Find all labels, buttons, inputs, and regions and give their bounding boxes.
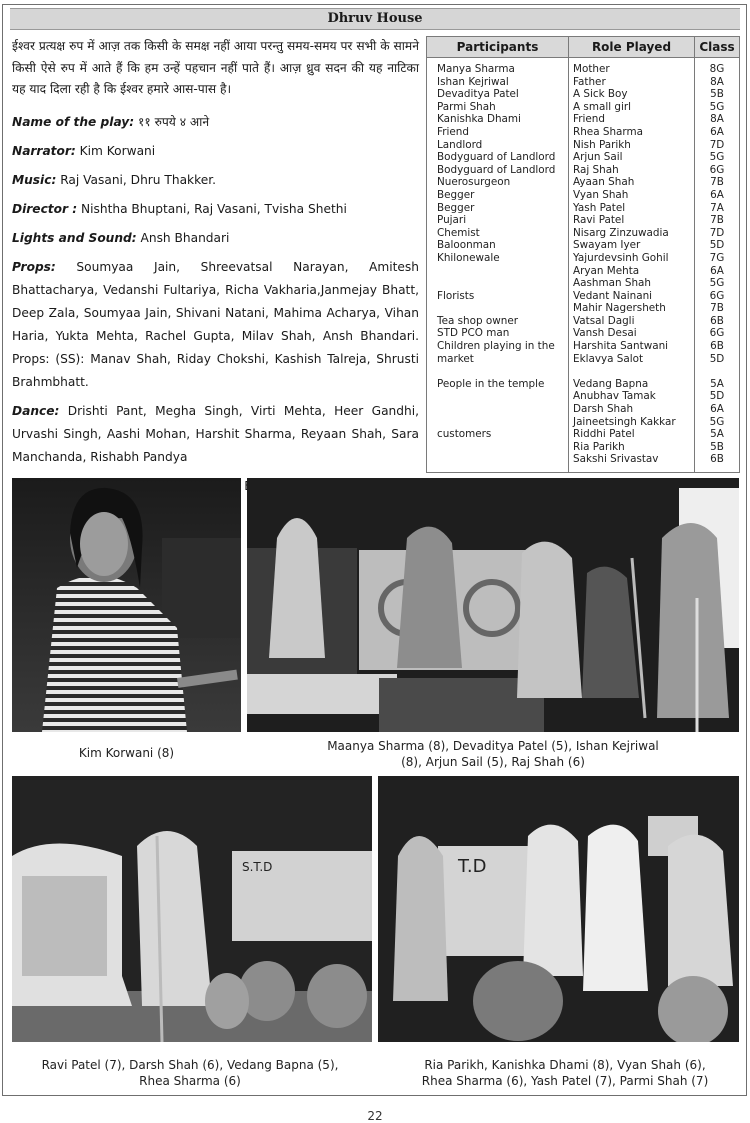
credit-play-name [12, 111, 419, 134]
class-cell: 6A [710, 403, 724, 416]
class-cell: 5G [709, 151, 725, 164]
participant-cell: Parmi Shah [437, 100, 496, 113]
class-cell: 6G [709, 289, 725, 302]
participant-cell: Children playing in the [437, 340, 555, 353]
role-cell: Anubhav Tamak [573, 390, 656, 403]
credit-value: Raj Vasani, Dhru Thakker. [60, 172, 216, 187]
class-cell: 5D [709, 390, 725, 403]
participant-cell: Florists [437, 289, 475, 302]
page-title: Dhruv House [10, 8, 740, 30]
role-cell: Swayam Iyer [573, 239, 641, 252]
participant-cell [437, 265, 565, 278]
class-cell: 6G [709, 163, 725, 176]
role-cell: Harshita Santwani [573, 340, 669, 353]
class-cell: 8A [710, 113, 724, 126]
credit-props [12, 256, 419, 394]
class-cell: 6A [710, 125, 724, 138]
caption-photo-1: Kim Korwani (8) [78, 746, 175, 760]
cast-table-header [427, 37, 739, 58]
credit-value: Soumyaa Jain, Shreevatsal Narayan, Amitesh Bhattacharya, Vedanshi Fultariya, Richa Vakharia,Janmejay Bhatt, Deep Zala, Soumyaa Jain, Shivani Natani, Mahima Acharya, Vihan Haria, Yukta Mehta, Rachel Gupta, Milav Shah, Ansh Bhandari. Props: (SS): Manav Shah, Riday Chokshi, Kashish Talreja, Shrusti Brahmbhatt. [12, 259, 420, 389]
credit-music [12, 169, 419, 192]
credit-label: Name of the play: [12, 114, 135, 129]
role-cell: Ayaan Shah [573, 176, 635, 189]
role-cell: Aryan Mehta [573, 264, 640, 277]
participant-cell: Kanishka Dhami [437, 113, 521, 126]
class-cell: 5A [710, 377, 724, 390]
credit-value: Ansh Bhandari [140, 230, 230, 245]
class-cell: 7G [709, 251, 725, 264]
left-column [12, 36, 419, 504]
class-cell: 7D [709, 138, 725, 151]
participant-cell [437, 390, 565, 403]
sign-std-2: T.D [458, 856, 487, 877]
credit-label: Music: [12, 172, 57, 187]
class-cell: 7B [710, 302, 724, 315]
class-cell: 5G [709, 277, 725, 290]
class-cell: 6A [710, 264, 724, 277]
participant-cell [437, 277, 565, 290]
role-cell: Father [573, 75, 606, 88]
participant-cell: Baloonman [437, 239, 496, 252]
role-cell: Aashman Shah [573, 277, 651, 290]
participant-cell: Ishan Kejriwal [437, 75, 509, 88]
role-cell: Jaineetsingh Kakkar [573, 415, 676, 428]
class-cell: 5G [709, 100, 725, 113]
class-cell: 5G [709, 415, 725, 428]
credit-director [12, 198, 419, 221]
header-class: Class [699, 40, 735, 54]
photo-stage-scene [247, 478, 739, 732]
participant-cell: Landlord [437, 138, 483, 151]
page-number: 22 [367, 1109, 383, 1123]
photo-narrator-image [12, 478, 241, 732]
roles-column [573, 63, 693, 466]
participant-cell: Devaditya Patel [437, 88, 519, 101]
participant-cell [437, 403, 565, 416]
photo-temple-scene [12, 776, 372, 1042]
cast-table [426, 36, 740, 473]
photo-stage-scene-image [247, 478, 739, 732]
role-cell: Sakshi Srivastav [573, 453, 659, 466]
class-cell: 6G [709, 327, 725, 340]
participant-cell: Tea shop owner [437, 314, 519, 327]
table-divider [568, 37, 569, 472]
role-cell: Vedant Nainani [573, 289, 653, 302]
role-cell: Friend [573, 113, 605, 126]
credit-label: Props: [12, 259, 56, 274]
class-cell: 6B [710, 340, 724, 353]
role-cell: Arjun Sail [573, 151, 623, 164]
class-cell: 5B [710, 440, 724, 453]
role-cell: Riddhi Patel [573, 428, 635, 441]
participant-cell: Bodyguard of Landlord [437, 163, 556, 176]
credit-label: Narrator: [12, 143, 76, 158]
intro-paragraph: ईश्वर प्रत्यक्ष रुप में आज़ तक किसी के समक्ष नहीं आया परन्तु समय-समय पर सभी के सामने किसी ऐसे रुप में आते हैं कि हम उन्हें पहचान नहीं पाते हैं। आज़ ध्रुव सदन की यह नाटिका यह याद दिला रही है कि ईश्वर हमारे आस-पास है। [12, 39, 419, 96]
credit-value: ११ रुपये ४ आने [138, 114, 210, 129]
participant-cell [437, 365, 565, 378]
participant-cell: Friend [437, 125, 469, 138]
credit-value: Kim Korwani [79, 143, 156, 158]
participant-cell: customers [437, 428, 492, 441]
participant-cell: Chemist [437, 226, 480, 239]
participant-cell [437, 441, 565, 454]
role-cell: Nisarg Zinzuwadia [573, 226, 669, 239]
participant-cell: Begger [437, 188, 475, 201]
role-cell: A small girl [573, 100, 632, 113]
participant-cell [437, 416, 565, 429]
role-cell: Yash Patel [573, 201, 626, 214]
participant-cell: STD PCO man [437, 327, 510, 340]
credit-value: Nishtha Bhuptani, Raj Vasani, Tvisha Shethi [81, 201, 347, 216]
header-participants: Participants [456, 40, 539, 54]
class-cell: 5D [709, 352, 725, 365]
credit-narrator [12, 140, 419, 163]
role-cell: Darsh Shah [573, 403, 634, 416]
role-cell: Vedang Bapna [573, 377, 649, 390]
role-cell: Raj Shah [573, 163, 619, 176]
class-cell: 7A [710, 201, 724, 214]
class-cell: 8A [710, 75, 724, 88]
participant-cell: Bodyguard of Landlord [437, 151, 556, 164]
caption-photo-4: Ria Parikh, Kanishka Dhami (8), Vyan Shah (6), Rhea Sharma (6), Yash Patel (7), Parmi Shah (7) [421, 1058, 709, 1088]
header-role-played: Role Played [591, 40, 672, 54]
role-cell: Yajurdevsinh Gohil [573, 251, 669, 264]
participant-cell: Begger [437, 201, 475, 214]
credit-label: Dance: [12, 403, 60, 418]
participant-cell: People in the temple [437, 377, 545, 390]
class-cell: 6B [710, 453, 724, 466]
credit-label: Lights and Sound: [12, 230, 137, 245]
role-cell: Rhea Sharma [573, 125, 643, 138]
participant-cell: market [437, 352, 474, 365]
photo-market-scene [378, 776, 739, 1042]
class-cell [695, 365, 739, 378]
role-cell: Vansh Desai [573, 327, 637, 340]
participant-cell: Manya Sharma [437, 63, 515, 75]
credit-label: Director : [12, 201, 78, 216]
participant-cell: Pujari [437, 214, 467, 227]
credit-dance [12, 400, 419, 469]
photo-market-scene-image [378, 776, 739, 1042]
participant-cell [437, 302, 565, 315]
role-cell: Eklavya Salot [573, 352, 644, 365]
caption-photo-3: Ravi Patel (7), Darsh Shah (6), Vedang Bapna (5), Rhea Sharma (6) [41, 1058, 339, 1088]
class-cell: 5A [710, 428, 724, 441]
role-cell [573, 365, 693, 378]
role-cell: Mother [573, 63, 610, 75]
class-cell: 6B [710, 314, 724, 327]
class-cell: 5D [709, 239, 725, 252]
participant-cell [437, 453, 565, 466]
role-cell: Vatsal Dagli [573, 314, 635, 327]
class-column [695, 63, 739, 466]
role-cell: Ravi Patel [573, 214, 625, 227]
role-cell: Vyan Shah [573, 188, 629, 201]
sign-std: S.T.D [242, 860, 273, 874]
participant-cell: Khilonewale [437, 251, 500, 264]
caption-photo-2: Maanya Sharma (8), Devaditya Patel (5), Ishan Kejriwal (8), Arjun Sail (5), Raj Shah (6) [327, 739, 659, 769]
role-cell: A Sick Boy [573, 88, 628, 101]
role-cell: Nish Parikh [573, 138, 631, 151]
class-cell: 8G [709, 63, 725, 75]
photo-temple-scene-image [12, 776, 372, 1042]
class-cell: 7B [710, 214, 724, 227]
participant-cell: Nuerosurgeon [437, 176, 511, 189]
role-cell: Mahir Nagersheth [573, 302, 666, 315]
class-cell: 7B [710, 176, 724, 189]
class-cell: 7D [709, 226, 725, 239]
role-cell: Ria Parikh [573, 440, 625, 453]
class-cell: 6A [710, 188, 724, 201]
credit-lights-sound [12, 227, 419, 250]
class-cell: 5B [710, 88, 724, 101]
credit-value: Drishti Pant, Megha Singh, Virti Mehta, Heer Gandhi, Urvashi Singh, Aashi Mohan, Harshit Sharma, Reyaan Shah, Sara Manchanda, Rishabh Pandya [12, 403, 419, 464]
photo-narrator [12, 478, 241, 732]
participants-column [437, 63, 565, 466]
